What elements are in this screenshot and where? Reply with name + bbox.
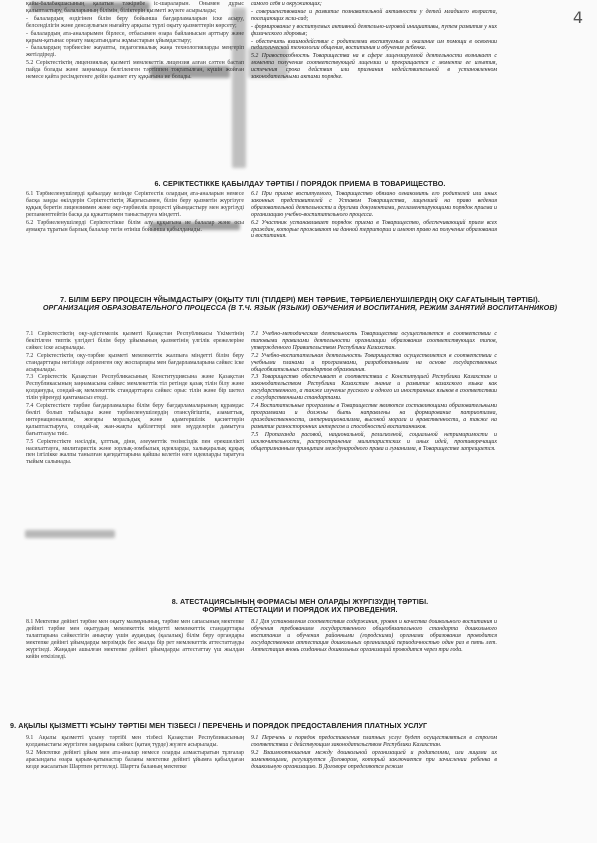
paragraph: қайы-балабақшасының қалатын тәжірибе іс-шараларын. Онымен дұрыс қалыптастыру, балаларының білімін, біліктерін қызметі жүзеге асырылады; bbox=[26, 1, 244, 14]
section8-kazakh-column bbox=[26, 619, 244, 712]
paragraph: 5.2 Серіктестіктің лицензиялық қызметі мемлекеттік лицензия алған сәттен бастап пайда болады және заңнамада белгіленген тәртіппен тоқтатылған, күшін жойған немесе қайта ресімдегенге дейін қызмет ету құқығына ие болады. bbox=[26, 60, 244, 81]
section9-heading: 9. АҚЫЛЫ ҚЫЗМЕТТІ ҰСЫНУ ТӘРТІБІ МЕН ТІЗБЕСІ / ПЕРЕЧЕНЬ И ПОРЯДОК ПРЕДОСТАВЛЕНИЯ ПЛАТНЫХ УСЛУГ bbox=[10, 721, 428, 730]
paragraph: 9.1 Ақылы қызметті ұсыну тәртібі мен тізбесі Қазақстан Республикасының қолданыстағы жүргізген заңдарына сәйкес (қатаң түрде) жүзеге асырылады. bbox=[26, 735, 244, 748]
section8-heading bbox=[20, 598, 580, 615]
paragraph: 7.2 Серіктестіктің оқу-тәрбие қызметі мемлекеттік жалпыға міндетті білім беру стандарттары негізінде әзірленген оқу жоспарлары мен бағдарламаларына сәйкес іске асырылады. bbox=[26, 352, 244, 373]
paragraph: 7.1 Учебно-методическая деятельность Товарищества осуществляется в соответствии с типовыми правилами деятельности организации образования соответствующих типов, утвержденного Правительством Республики Казахстан. bbox=[251, 331, 497, 351]
section6-heading: 6. СЕРІКТЕСТІККЕ ҚАБЫЛДАУ ТӘРТІБІ / ПОРЯДОК ПРИЕМА В ТОВАРИЩЕСТВО. bbox=[154, 179, 446, 188]
section6-russian-column bbox=[251, 191, 497, 261]
page-number: 4 bbox=[572, 8, 584, 27]
paragraph: 7.3 Серіктестік Қазақстан Республикасының Конституциясына және Қазақстан Республикасының заңнамасына сәйкес мемлекеттік тіл ретінде қазақ тілін білу және қолдануды, сондай-ақ мемлекеттік стандарттарға сәйкес орыс тілін және бір шетел тілін үйренуді қамтамасыз етеді. bbox=[26, 374, 244, 402]
section8-heading-russian: ФОРМЫ АТТЕСТАЦИИ И ПОРЯДОК ИХ ПРОВЕДЕНИЯ. bbox=[202, 605, 398, 615]
section8-russian-column bbox=[251, 619, 497, 712]
paragraph: - балалардың ата-аналарымен бірлесе, отбасымен өзара байланысын арттыру және қарым-қатынас орнату мақсатындағы жұмыстарын ұйымдастыру; bbox=[26, 30, 244, 44]
section8-heading-kazakh: 8. АТЕСТАЦИЯСЫНЫҢ ФОРМАСЫ МЕН ОЛАРДЫ ЖҮРГІЗУДІҢ ТӘРТІБІ. bbox=[171, 597, 429, 606]
paragraph: - балалардың өздігінен білім беру бойынша бағдарламаларын іске асыру, белсенділігін және денсаулығын нығайту арқылы түрлі оқыту қызметтерін көрсету; bbox=[26, 15, 244, 29]
section9-kazakh-column bbox=[26, 735, 244, 840]
paragraph: 7.4 Серіктестікте тәрбие бағдарламалары білім беру бағдарламаларының құрамдас бөлігі болып табылады және тәрбиеленушілердің отансүйгіштік, азаматтық, интернационализм, жоғары моральдық және адамгершілік қасиеттерін қалыптастыруға, сондай-ақ жан-жақты қабілеттері мен мүдделерін дамытуға бағытталуы тиіс. bbox=[26, 403, 244, 437]
paragraph: - формирование у воспитуемых активной деятельно-игровой инициативы, путем развития у них физического здоровья; bbox=[251, 23, 497, 37]
section9-russian-column bbox=[251, 735, 497, 840]
paragraph: 7.2 Учебно-воспитательная деятельность Товарищества осуществляется в соответствии с учебными планами и программами, разработанными на основе государственных общеобязательных стандартов образования. bbox=[251, 352, 497, 373]
paragraph: - совершенствование и развитие познавательной активности у детей младшего возраста, посещающих ясли-сад; bbox=[251, 8, 497, 22]
paragraph: 7.5 Пропаганда расовой, национальной, религиозной, социальной непримиримости и исключительности, распространение милитаристских и иных идей, противоречащих общепризнанным принципам международного права и гуманизма, в Товариществе запрещается. bbox=[251, 431, 497, 452]
section7-heading-russian: ОРГАНИЗАЦИЯ ОБРАЗОВАТЕЛЬНОГО ПРОЦЕССА (В Т.Ч. ЯЗЫК (ЯЗЫКИ) ОБУЧЕНИЯ И ВОСПИТАНИЯ, РЕЖИМ ЗАНЯТИЙ ВОСПИТАННИКОВ) bbox=[42, 303, 558, 313]
paragraph: 7.4 Воспитательные программы в Товариществе являются составляющими образовательными программами и должны быть направлены на формирование патриотизма, гражданственности, интернационализма, высокой морали и нравственности, а также на развитие разносторонних интересов и способностей воспитанников. bbox=[251, 403, 497, 430]
paragraph: - балалардың тәрбиесіне жауапты, педагогикалық жаңа технологияларды меңгеріп жетілдіреді. bbox=[26, 45, 244, 59]
paragraph: 9.2 Взаимоотношения между дошкольной организацией и родителями, или лицами их заменяющими, регулируется Договором, который заключается при зачислении ребенка в дошкольную организацию. В Договоре определяются режим bbox=[251, 749, 497, 770]
paragraph: 6.2 Тәрбиеленушілерді Серіктестікке білім алу құқығына ие балалар және осы аумақта тұратын барлық балалар тегін өтініш бойынша қабылданады. bbox=[26, 219, 244, 233]
paragraph: 8.1 Мектепке дейінгі тәрбие мен оқыту мазмұнының, тәрбие мен сапасының мектепке дейінгі тәрбие мен оқытудың мемлекеттік міндетті мемлекеттік стандарттары талаптарына сәйкестігін анықтау үшін аудандық (қалалық) білім беру органдары мектепке дейінгі ұйымдарды мерзімдік бес жылда бір рет мемлекеттік аттестаттауды жүргізеді. Жаңадан ашылған мектепке дейінгі ұйымдарды аттестаттау үш жылдан кейін өткізіледі. bbox=[26, 619, 244, 660]
section7-kazakh-column bbox=[26, 331, 244, 592]
paragraph: 6.2 Участник устанавливает порядок приема в Товарищество, обеспечивающий прием всех граждан, которые проживают на данной территории и имеют право на получение образования и воспитания. bbox=[251, 219, 497, 240]
section5-kazakh-column bbox=[26, 1, 244, 172]
section7-russian-column bbox=[251, 331, 497, 592]
paragraph: 8.1 Для установления соответствия содержания, уровня и качества дошкольного воспитания и обучения требованиям государственного общеобязательного стандарта дошкольного воспитания и обучения районными (городскими) органами образования проводится государственная аттестация дошкольных организаций периодичностью один раз в пять лет. Аттестация вновь созданных дошкольных организаций проводится через три года. bbox=[251, 619, 497, 653]
paragraph: 6.1 Тәрбиеленушілерді қабылдау кезінде Серіктестік олардың ата-аналарын немесе басқа заңды өкілдерін Серіктестіктің Жарғысымен, білім беру қызметін жүргізуге құқық беретін лицензиямен және оқу-тәрбиелік процесті ұйымдастыру мен жүргізуді регламенттейтін басқа да құжаттармен таныстыруға міндетті. bbox=[26, 191, 244, 218]
paragraph: 9.1 Перечень и порядок предоставления платных услуг будет осуществляться в строгом соответствии с действующим законодательством Республики Казахстан. bbox=[251, 735, 497, 748]
paragraph: 5.2 Правоспособность Товарищества на в сфере лицензируемой деятельности возникает с момента получения соответствующей лицензии и прекращается с момента ее изъятия, истечения срока действия или признания недействительной в установленном законодательными актами порядке. bbox=[251, 53, 497, 81]
section5-russian-column bbox=[251, 1, 497, 172]
paragraph: 7.1 Серіктестіктің оқу-әдістемелік қызметі Қазақстан Республикасы Үкіметінің бекітілген типтік үлгідегі білім беру ұйымының қызметінің үлгілік ережелеріне сәйкес іске асырылады. bbox=[26, 331, 244, 351]
paragraph: самого себя и окружающих; bbox=[251, 1, 322, 7]
paragraph: 7.3 Товарищество обеспечивает в соответствии с Конституцией Республики Казахстан и законодательством Республики Казахстан знание и развитие казахского языка как государственного, а также изучение русского и одного из иностранных языков в соответствии с государственными стандартами. bbox=[251, 374, 497, 402]
paragraph: - обеспечить взаимодействие с родителями воспитуемых и оказание им помощи в освоении педагогической технологии общения, воспитания и обучения ребенка. bbox=[251, 38, 497, 52]
paragraph: 6.1 При приеме воспитуемого, Товарищество обязано ознакомить его родителей или иных законных представителей с Уставом Товарищества, лицензией на право ведения образовательной деятельности и другими документами, регламентирующими порядок приема и организацию учебно-воспитательного процесса. bbox=[251, 191, 497, 218]
section7-heading-kazakh: 7. БІЛІМ БЕРУ ПРОЦЕСІН ҰЙЫМДАСТЫРУ (ОҚЫТУ ТІЛІ (ТІЛДЕРІ) МЕН ТӘРБИЕ, ТӘРБИЕЛЕНУШІЛЕРДІҢ ОҚУ САҒАТЫНЫҢ ТӘРТІБІ). bbox=[60, 295, 540, 304]
section7-heading bbox=[20, 296, 580, 313]
paragraph: 9.2 Мектепке дейінгі ұйым мен ата-аналар немесе оларды алмастыратын тұлғалар арасындағы өзара қарым-қатынастар баланы мектепке дейінгі ұйымға қабылдаған кезде жасалатын Шартпен реттеледі. Шартта баланың мектепке bbox=[26, 749, 244, 770]
paragraph: 7.5 Серіктестікте нәсілдік, ұлттық, діни, әлеуметтік төзімсіздік пен ерекшелікті насихаттауға, милитаристік және зорлық-зомбылық идеяларды, халықаралық құқық пен ізгілікке жалпы танылған қағидаттарына қайшы келетін өзге идеяларды таратуға тыйым салынады. bbox=[26, 438, 244, 466]
section6-kazakh-column bbox=[26, 191, 244, 261]
